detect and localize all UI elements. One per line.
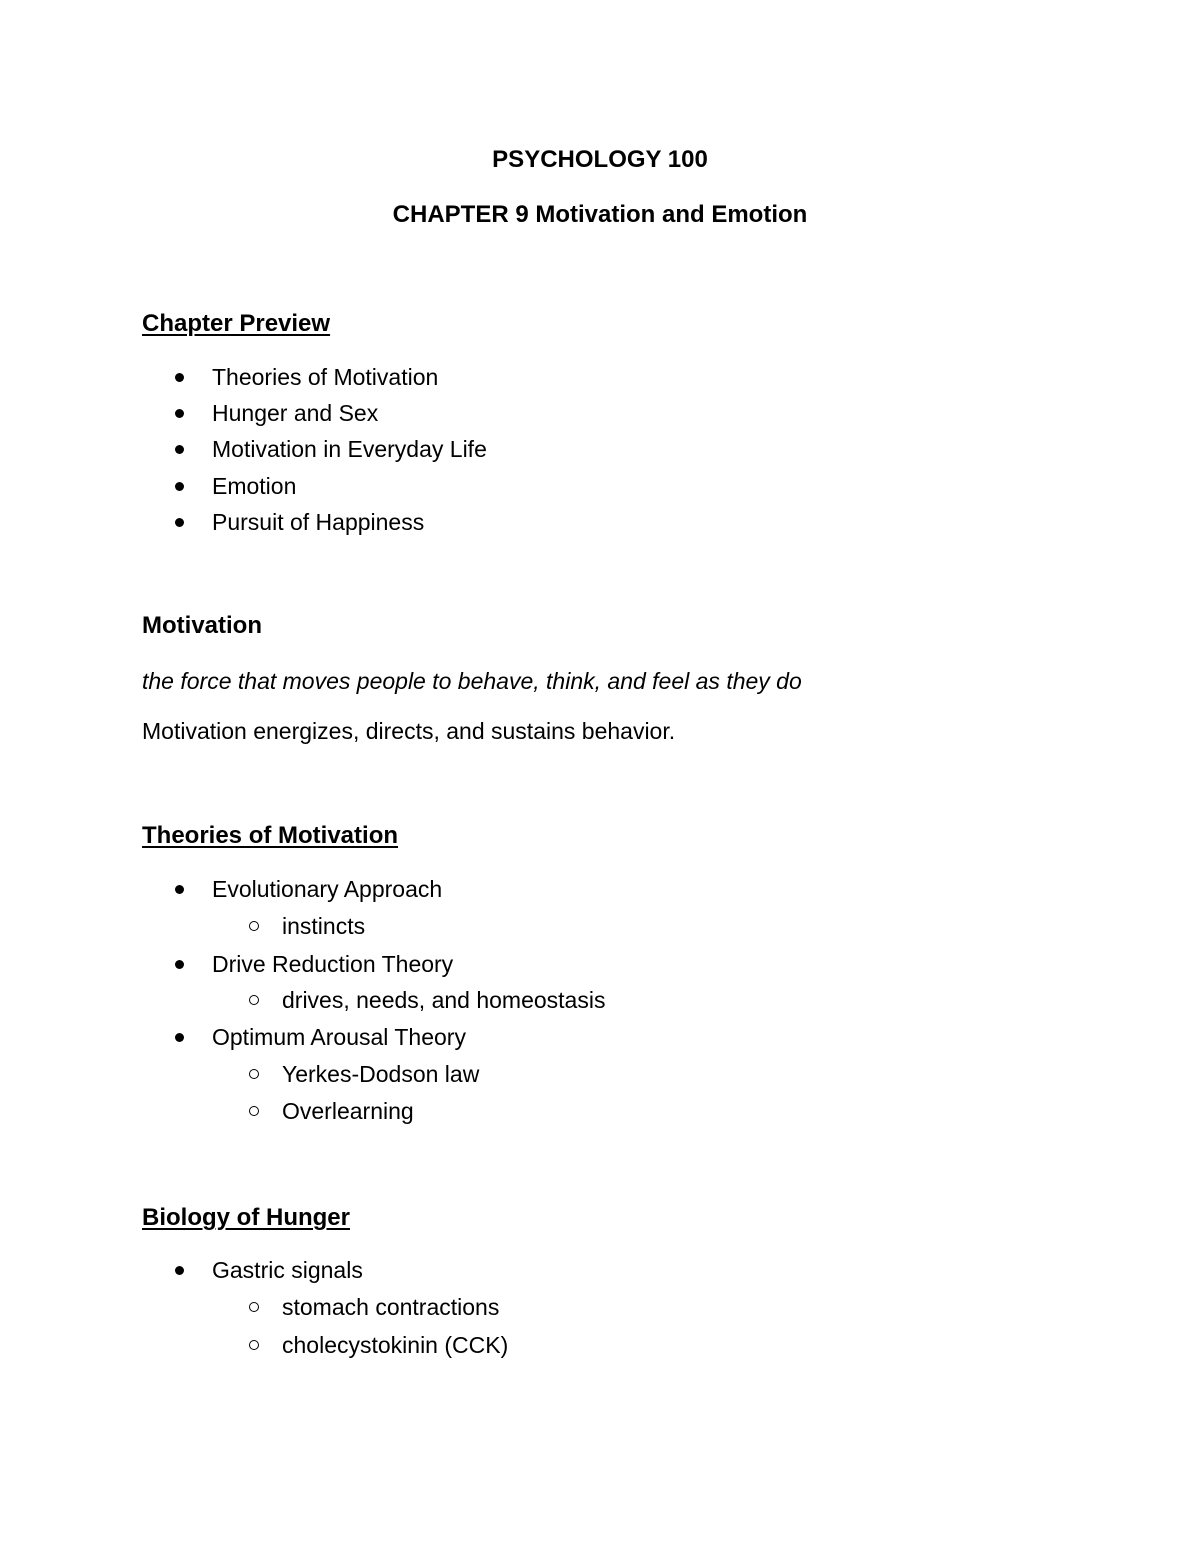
motivation-heading: Motivation <box>142 612 262 639</box>
bullet-icon <box>175 482 184 491</box>
sub-list-item-label: Yerkes-Dodson law <box>282 1061 480 1087</box>
sub-list-item-label: instincts <box>282 913 366 939</box>
bullet-icon <box>175 885 184 894</box>
chapter-preview-heading: Chapter Preview <box>142 310 331 337</box>
bullet-icon <box>175 409 184 418</box>
list-item-label: Hunger and Sex <box>212 400 379 426</box>
hollow-bullet-icon <box>249 1302 259 1312</box>
bullet-icon <box>175 960 184 969</box>
sub-list-item-label: cholecystokinin (CCK) <box>282 1332 509 1358</box>
sub-list-item-label: Overlearning <box>282 1098 414 1124</box>
list-item-label: Optimum Arousal Theory <box>212 1024 466 1050</box>
bullet-icon <box>175 1266 184 1275</box>
course-title: PSYCHOLOGY 100 <box>492 146 708 173</box>
sub-list-item-label: drives, needs, and homeostasis <box>282 987 606 1013</box>
hollow-bullet-icon <box>249 995 259 1005</box>
hollow-bullet-icon <box>249 921 259 931</box>
bullet-icon <box>175 518 184 527</box>
bullet-icon <box>175 1033 184 1042</box>
bullet-icon <box>175 373 184 382</box>
list-item-label: Gastric signals <box>212 1257 363 1283</box>
list-item-label: Drive Reduction Theory <box>212 951 454 977</box>
biology-of-hunger-heading: Biology of Hunger <box>142 1204 350 1231</box>
bullet-icon <box>175 445 184 454</box>
theories-heading: Theories of Motivation <box>142 822 399 849</box>
motivation-definition: the force that moves people to behave, think, and feel as they do <box>142 668 802 694</box>
list-item-label: Emotion <box>212 473 297 499</box>
sub-list-item-label: stomach contractions <box>282 1294 500 1320</box>
list-item-label: Evolutionary Approach <box>212 876 443 902</box>
hollow-bullet-icon <box>249 1106 259 1116</box>
list-item-label: Pursuit of Happiness <box>212 509 425 535</box>
chapter-title: CHAPTER 9 Motivation and Emotion <box>392 201 808 228</box>
hollow-bullet-icon <box>249 1340 259 1350</box>
motivation-statement: Motivation energizes, directs, and sustains behavior. <box>142 718 676 744</box>
list-item-label: Motivation in Everyday Life <box>212 436 487 462</box>
hollow-bullet-icon <box>249 1069 259 1079</box>
list-item-label: Theories of Motivation <box>212 364 439 390</box>
